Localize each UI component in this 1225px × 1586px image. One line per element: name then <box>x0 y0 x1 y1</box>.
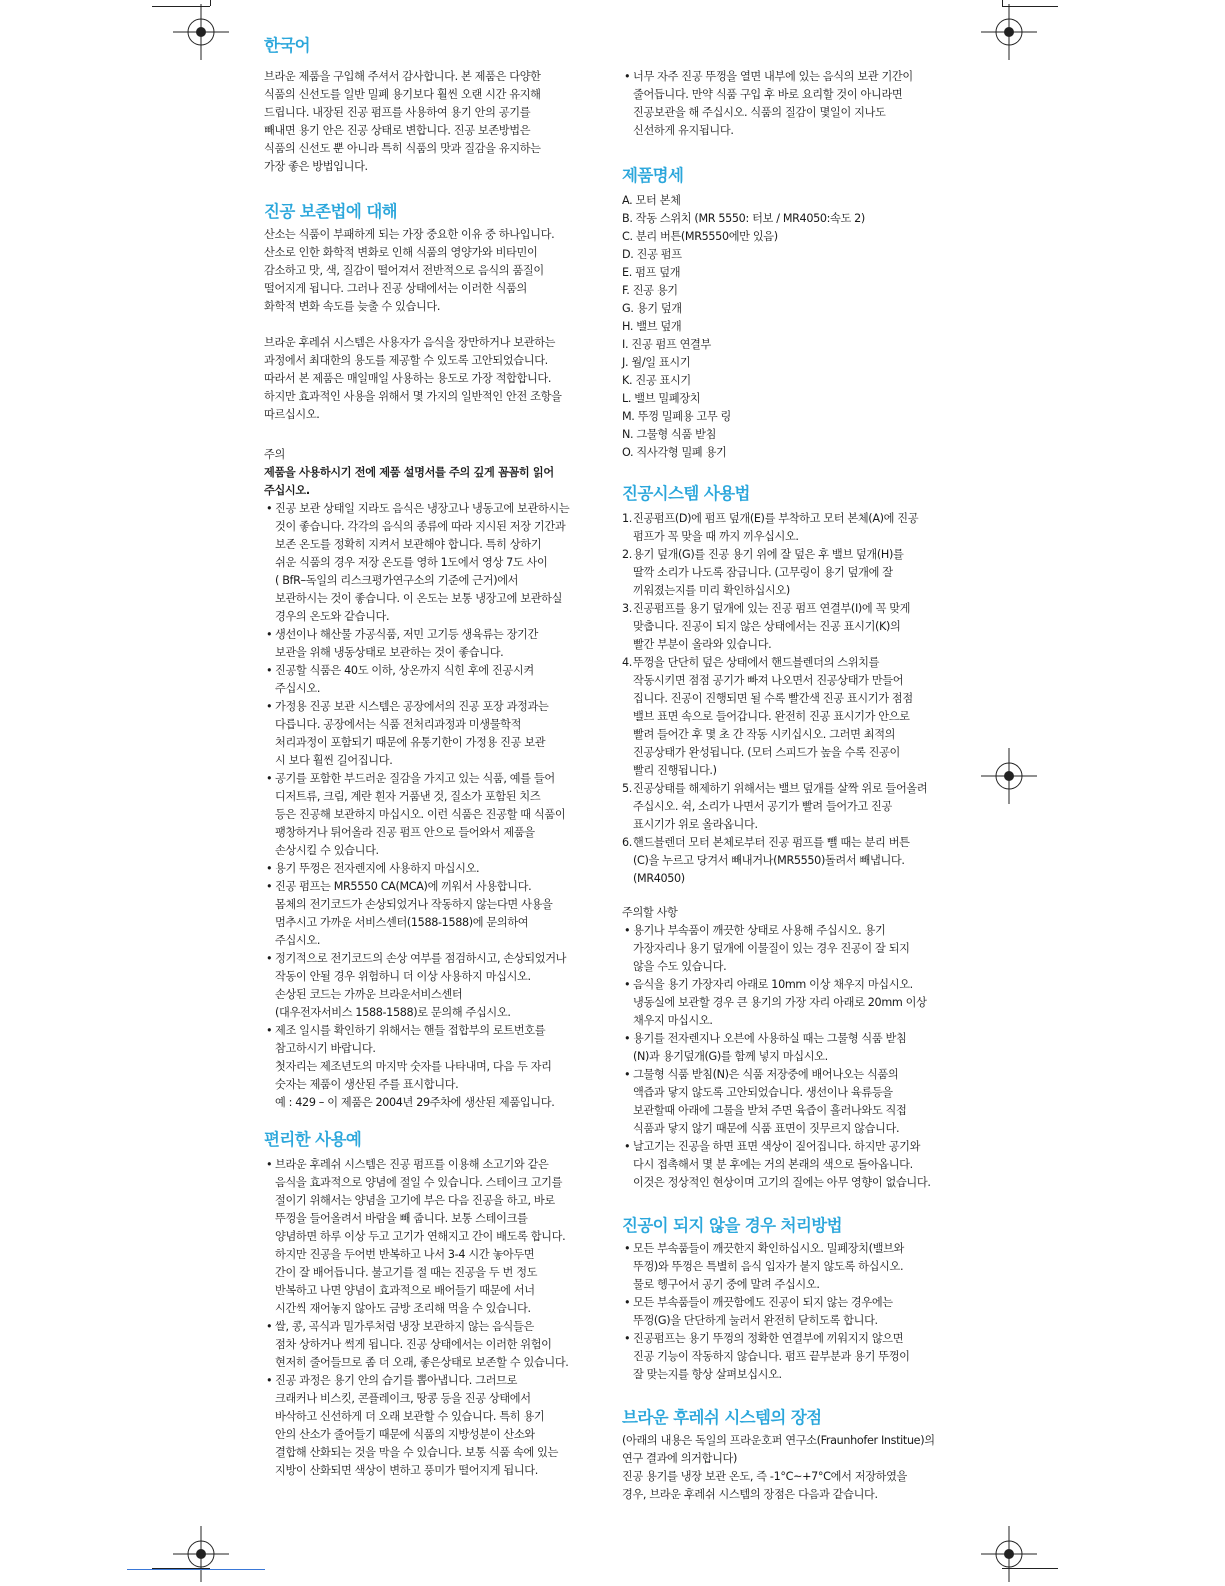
vacuum-paragraph-1: 산소는 식품이 부패하게 되는 가장 중요한 이유 중 하나입니다. 산소로 인한 화학적 변화로 인해 식품의 영양가와 비타민이 감소하고 맛, 색, 질감이 떨어져서 전반적으로 음식의 품질이 떨어지게 됩니다. 그러나 진공 상태에서는 이러한 식품의 화학적 변화 속도를 늦출 수 있습니다. <box>264 228 555 313</box>
usage-heading: 진공시스템 사용법 <box>622 484 750 503</box>
caution-bullet: • 진공 보관 상태일 지라도 음식은 냉장고나 냉동고에 보관하시는 것이 좋습니다. 각각의 음식의 종류에 따라 지시된 저장 기간과 보존 온도를 정확히 지켜서 보관해야 합니다. 특히 상하기 쉬운 식품의 경우 저장 온도를 영하 1도에서 영상 7도 사이 ( BfR–독일의 리스크평가연구소의 기준에 근거)에서 보관하시는 것이 좋습니다. 이 온도는 보통 냉장고에 보관하실 경우의 온도와 같습니다. <box>264 500 569 626</box>
notes-bullet: • 날고기는 진공을 하면 표면 색상이 짙어집니다. 하지만 공기와 다시 접촉해서 몇 분 후에는 거의 본래의 색으로 돌아옵니다. 이것은 정상적인 현상이며 고기의 질에는 아무 영향이 없습니다. <box>622 1138 931 1192</box>
usage-step <box>622 600 910 654</box>
registration-mark-icon <box>981 748 1037 804</box>
intro-paragraph: 브라운 제품을 구입해 주셔서 감사합니다. 본 제품은 다양한 식품의 신선도를 일반 밀폐 용기보다 훨씬 오랜 시간 유지해 드립니다. 내장된 진공 펌프를 사용하여 용기 안의 공기를 빼내면 용기 안은 진공 상태로 변합니다. 진공 보존방법은 식품의 신선도 뿐 아니라 특히 식품의 맛과 질감을 유지하는 가장 좋은 방법입니다. <box>264 70 541 173</box>
caution-bullet: • 용기 뚜껑은 전자렌지에 사용하지 마십시오. <box>264 860 479 878</box>
usage-step <box>622 510 918 546</box>
caution-bullet: • 정기적으로 전기코드의 손상 여부를 점검하시고, 손상되었거나 작동이 안될 경우 위험하니 더 이상 사용하지 마십시오. 손상된 코드는 가까운 브라운서비스센터 (대우전자서비스 1588-1588)로 문의해 주십시오. <box>264 950 566 1022</box>
example-bullet: • 브라운 후레쉬 시스템은 진공 펌프를 이용해 소고기와 같은 음식을 효과적으로 양념에 절일 수 있습니다. 스테이크 고기를 절이기 위해서는 양념을 고기에 부은 다음 진공을 하고, 바로 뚜껑을 들어올려서 바람을 빼 줍니다. 보통 스테이크를 양념하면 하루 이상 두고 고기가 연해지고 간이 배도록 합니다. 하지만 진공을 두어번 반복하고 나서 3-4 시간 놓아두면 간이 잘 배어듭니다. 불고기를 절 때는 진공을 두 번 정도 반복하고 나면 양념이 효과적으로 배어들기 때문에 서너 시간씩 재어놓지 않아도 금방 조리해 먹을 수 있습니다. <box>264 1156 565 1318</box>
intro-heading: 한국어 <box>264 36 311 55</box>
step-number: 1. <box>622 512 632 525</box>
caution-bullet: • 제조 일시를 확인하기 위해서는 핸들 접합부의 로트번호를 참고하시기 바랍니다. 첫자리는 제조년도의 마지막 숫자를 나타내며, 다음 두 자리 숫자는 제품이 생산된 주를 표시합니다. 예 : 429 – 이 제품은 2004년 29주차에 생산된 제품입니다. <box>264 1022 554 1112</box>
usage-step <box>622 834 910 888</box>
step-number: 4. <box>622 656 632 669</box>
trouble-bullet: • 모든 부속품들이 깨끗함에도 진공이 되지 않는 경우에는 뚜껑(G)을 단단하게 눌러서 완전히 닫히도록 합니다. <box>622 1294 893 1330</box>
registration-mark-icon <box>981 1526 1037 1582</box>
usage-step <box>622 780 927 834</box>
spec-item: B. 작동 스위치 (MR 5550: 터보 / MR4050:속도 2) <box>622 212 865 225</box>
examples-heading: 편리한 사용예 <box>264 1130 362 1149</box>
caution-bullet: • 가정용 진공 보관 시스템은 공장에서의 진공 포장 과정과는 다릅니다. 공장에서는 식품 전처리과정과 미생물학적 처리과정이 포함되기 때문에 유통기한이 가정용 진공 보관 시 보다 훨씬 길어집니다. <box>264 698 548 770</box>
example-bullet: • 쌀, 콩, 곡식과 밀가루처럼 냉장 보관하지 않는 음식들은 점차 상하거나 썩게 됩니다. 진공 상태에서는 이러한 위험이 현저히 줄어들므로 좀 더 오래, 좋은상태로 보존할 수 있습니다. <box>264 1318 569 1372</box>
spec-item: A. 모터 본체 <box>622 194 681 207</box>
registration-mark-icon <box>981 4 1037 60</box>
advantages-heading: 브라운 후레쉬 시스템의 장점 <box>622 1408 822 1427</box>
step-text: 뚜껑을 단단히 덮은 상태에서 핸드블렌더의 스위치를 작동시키면 점점 공기가 빠져 나오면서 진공상태가 만들어 집니다. 진공이 진행되면 될 수록 빨간색 진공 표시기가 점점 밸브 표면 속으로 들어갑니다. 완전히 진공 표시기가 안으로 빨려 들어간 후 몇 초 간 작동 시키십시오. 그러면 최적의 진공상태가 완성됩니다. (모터 스피드가 높을 수록 진공이 빨리 진행됩니다.) <box>633 656 913 777</box>
caution-label: 주의 <box>264 448 285 461</box>
spec-item: N. 그물형 식품 받침 <box>622 428 717 441</box>
usage-step <box>622 654 913 780</box>
spec-item: H. 밸브 덮개 <box>622 320 682 333</box>
advantages-paragraph: (아래의 내용은 독일의 프라운호퍼 연구소(Fraunhofer Institue)의 연구 결과에 의거합니다) 진공 용기를 냉장 보관 온도, 즉 -1°C~+7°C에서 저장하였을 경우, 브라운 후레쉬 시스템의 장점은 다음과 같습니다. <box>622 1434 935 1501</box>
usage-step <box>622 546 903 600</box>
spec-item: M. 뚜껑 밀폐용 고무 링 <box>622 410 731 423</box>
example-bullet: • 진공 과정은 용기 안의 습기를 뽑아냅니다. 그러므로 크래커나 비스킷, 콘플레이크, 땅콩 등을 진공 상태에서 바삭하고 신선하게 더 오래 보관할 수 있습니다. 특히 용기 안의 산소가 줄어들기 때문에 식품의 지방성분이 산소와 결합해 산화되는 것을 막을 수 있습니다. 보통 식품 속에 있는 지방이 산화되면 색상이 변하고 풍미가 떨어지게 됩니다. <box>264 1372 558 1480</box>
trouble-bullet: • 진공펌프는 용기 뚜껑의 정확한 연결부에 끼워지지 않으면 진공 기능이 작동하지 않습니다. 펌프 끝부분과 용기 뚜껑이 잘 맞는지를 항상 살펴보십시오. <box>622 1330 910 1384</box>
step-text: 진공펌프(D)에 펌프 덮개(E)를 부착하고 모터 본체(A)에 진공 펌프가 꼭 맞을 때 까지 끼우십시오. <box>633 512 919 543</box>
spec-item: C. 분리 버튼(MR5550에만 있음) <box>622 230 778 243</box>
caution-bullet: • 생선이나 해산물 가공식품, 저민 고기등 생육류는 장기간 보관을 위해 냉동상태로 보관하는 것이 좋습니다. <box>264 626 538 662</box>
spec-item: L. 밸브 밀폐장치 <box>622 392 701 405</box>
registration-mark-icon <box>173 4 229 60</box>
step-text: 진공펌프를 용기 덮개에 있는 진공 펌프 연결부(I)에 꼭 맞게 맞춥니다. 진공이 되지 않은 상태에서는 진공 표시기(K)의 빨간 부분이 올라와 있습니다. <box>633 602 911 651</box>
step-number: 5. <box>622 782 632 795</box>
notes-bullet: • 음식을 용기 가장자리 아래로 10mm 이상 채우지 마십시오. 냉동실에 보관할 경우 큰 용기의 가장 자리 아래로 20mm 이상 채우지 마십시오. <box>622 976 927 1030</box>
step-text: 핸드블렌더 모터 본체로부터 진공 펌프를 뺄 때는 분리 버튼 (C)을 누르고 당겨서 빼내거나(MR5550)돌려서 빼냅니다. (MR4050) <box>633 836 910 885</box>
vacuum-heading: 진공 보존법에 대해 <box>264 202 398 221</box>
step-text: 용기 덮개(G)를 진공 용기 위에 잘 덮은 후 밸브 덮개(H)를 딸깍 소리가 나도록 잠급니다. (고무링이 용기 덮개에 잘 끼워졌는지를 미리 확인하십시오) <box>633 548 904 597</box>
page-edge-tab <box>127 1569 265 1586</box>
notes-bullet: • 그물형 식품 받침(N)은 식품 저장중에 배어나오는 식품의 액즙과 닿지 않도록 고안되었습니다. 생선이나 육류등을 보관할때 아래에 그물을 받쳐 주면 육즙이 흘러나와도 직접 식품과 닿지 않기 때문에 식품 표면이 짓무르지 않습니다. <box>622 1066 906 1138</box>
spec-item: I. 진공 펌프 연결부 <box>622 338 711 351</box>
spec-heading: 제품명세 <box>622 166 684 185</box>
spec-item: G. 용기 덮개 <box>622 302 682 315</box>
trouble-bullet: • 모든 부속품들이 깨끗한지 확인하십시오. 밀폐장치(밸브와 뚜껑)와 뚜껑은 특별히 음식 입자가 붙지 않도록 하십시오. 물로 헹구어서 공기 중에 말려 주십시오. <box>622 1240 904 1294</box>
caution-bullet: • 공기를 포함한 부드러운 질감을 가지고 있는 식품, 예를 들어 디저트류, 크림, 계란 흰자 거품낸 것, 질소가 포함된 치즈 등은 진공해 보관하지 마십시오. 이런 식품은 진공할 때 식품이 팽창하거나 튀어올라 진공 펌프 안으로 들어와서 제품을 손상시킬 수 있습니다. <box>264 770 565 860</box>
vacuum-paragraph-2: 브라운 후레쉬 시스템은 사용자가 음식을 장만하거나 보관하는 과정에서 최대한의 용도를 제공할 수 있도록 고안되었습니다. 따라서 본 제품은 매일매일 사용하는 용도로 가장 적합합니다. 하지만 효과적인 사용을 위해서 몇 가지의 일반적인 안전 조항을 따르십시오. <box>264 336 562 421</box>
notes-bullet: • 용기를 전자렌지나 오븐에 사용하실 때는 그물형 식품 받침 (N)과 용기덮개(G)를 함께 넣지 마십시오. <box>622 1030 906 1066</box>
spec-item: K. 진공 표시기 <box>622 374 691 387</box>
caution-bullet: • 진공할 식품은 40도 이하, 상온까지 식힌 후에 진공시켜 주십시오. <box>264 662 534 698</box>
notes-bullet: • 용기나 부속품이 깨끗한 상태로 사용해 주십시오. 용기 가장자리나 용기 덮개에 이물질이 있는 경우 진공이 잘 되지 않을 수도 있습니다. <box>622 922 910 976</box>
spec-item: E. 펌프 덮개 <box>622 266 681 279</box>
notes-label: 주의할 사항 <box>622 906 678 919</box>
spec-item: F. 진공 용기 <box>622 284 678 297</box>
caution-intro: 제품을 사용하시기 전에 제품 설명서를 주의 깊게 꼼꼼히 읽어 주십시오. <box>264 466 554 497</box>
trouble-heading: 진공이 되지 않을 경우 처리방법 <box>622 1216 842 1235</box>
storage-bullet: • 너무 자주 진공 뚜껑을 열면 내부에 있는 음식의 보관 기간이 줄어듭니다. 만약 식품 구입 후 바로 요리할 것이 아니라면 진공보관을 해 주십시오. 식품의 질감이 몇일이 지나도 신선하게 유지됩니다. <box>622 68 913 140</box>
step-text: 진공상태를 해제하기 위해서는 밸브 덮개를 살짝 위로 들어올려 주십시오. 쉭, 소리가 나면서 공기가 빨려 들어가고 진공 표시기가 위로 올라옵니다. <box>633 782 928 831</box>
caution-bullet: • 진공 펌프는 MR5550 CA(MCA)에 끼워서 사용합니다. 몸체의 전기코드가 손상되었거나 작동하지 않는다면 사용을 멈추시고 가까운 서비스센터(1588-1588)에 문의하여 주십시오. <box>264 878 552 950</box>
step-number: 2. <box>622 548 632 561</box>
spec-item: J. 월/일 표시기 <box>622 356 691 369</box>
step-number: 3. <box>622 602 632 615</box>
crop-mark <box>1002 1568 1058 1569</box>
step-number: 6. <box>622 836 632 849</box>
spec-item: O. 직사각형 밀폐 용기 <box>622 446 727 459</box>
spec-item: D. 진공 펌프 <box>622 248 682 261</box>
